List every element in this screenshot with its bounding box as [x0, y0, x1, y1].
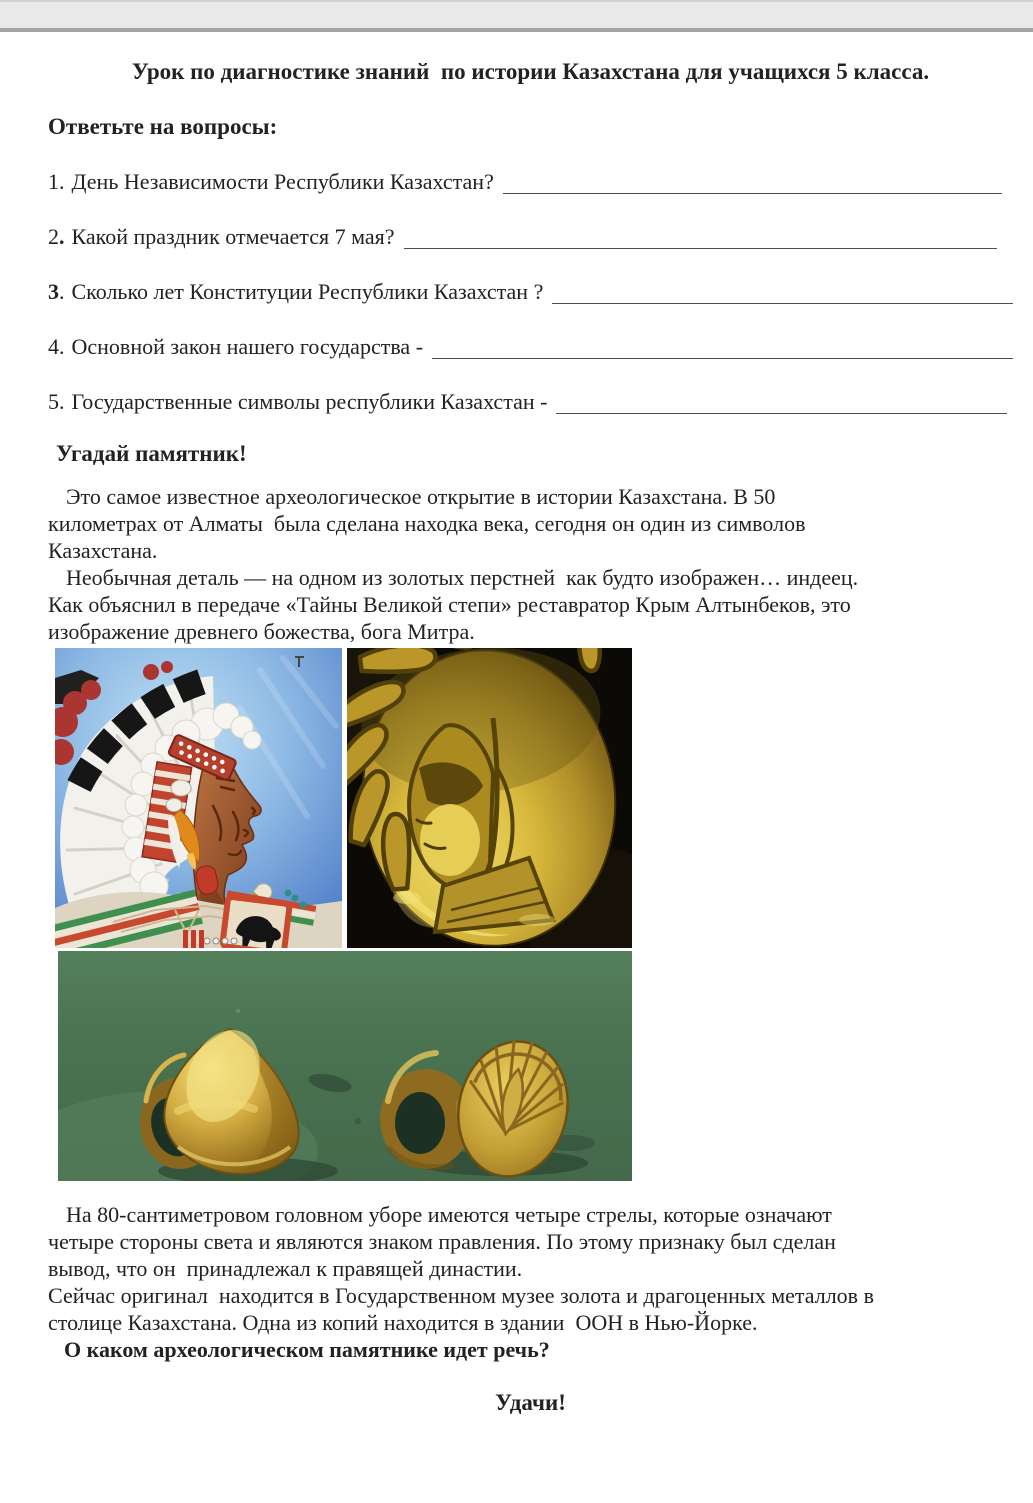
- answer-blank: [552, 280, 1013, 304]
- paragraph-line: Необычная деталь — на одном из золотых перстней как будто изображен… индеец.: [66, 565, 859, 590]
- question-text: День Независимости Республики Казахстан?: [71, 169, 494, 194]
- answer-questions-heading: Ответьте на вопросы:: [48, 114, 278, 139]
- paragraph-line: изображение древнего божества, бога Митра.: [48, 619, 475, 644]
- photo-indian-chief-painting: [55, 648, 342, 948]
- question-number: 3: [48, 279, 59, 304]
- page-title: Урок по диагностике знаний по истории Казахстана для учащихся 5 класса.: [131, 59, 930, 84]
- question-row-3: [48, 278, 1013, 305]
- figure-collage: [55, 648, 1013, 1181]
- question-number: 1: [48, 169, 59, 194]
- question-text: Сколько лет Конституции Республики Казахстан ?: [71, 279, 544, 304]
- question-text: Государственные символы республики Казахстан -: [71, 389, 548, 414]
- photo-gold-rings: [58, 951, 632, 1181]
- answer-blank: [556, 390, 1007, 414]
- guess-monument-heading: Угадай памятник!: [56, 441, 247, 466]
- paragraph-line: Казахстана.: [48, 538, 158, 563]
- paragraph-line: вывод, что он принадлежал к правящей династии.: [48, 1256, 523, 1281]
- closing-text: Удачи!: [495, 1390, 566, 1415]
- question-number: 5: [48, 389, 59, 414]
- paragraph-line: На 80-сантиметровом головном уборе имеются четыре стрелы, которые означают: [66, 1202, 832, 1227]
- paragraph-line: километрах от Алматы была сделана находка века, сегодня он один из символов: [48, 511, 806, 536]
- question-dot: .: [59, 224, 65, 249]
- paragraph-line: Сейчас оригинал находится в Государственном музее золота и драгоценных металлов в: [48, 1283, 874, 1308]
- question-dot: .: [59, 169, 65, 194]
- question-row-2: [48, 223, 1013, 250]
- final-question: О каком археологическом памятнике идет речь?: [64, 1337, 550, 1362]
- answer-blank: [432, 335, 1013, 359]
- paragraph-line: столице Казахстана. Одна из копий находится в здании ООН в Нью-Йорке.: [48, 1310, 758, 1335]
- question-dot: .: [59, 279, 65, 304]
- answer-blank: [404, 225, 998, 249]
- question-text: Какой праздник отмечается 7 мая?: [71, 224, 395, 249]
- paragraph-line: четыре стороны света и являются знаком правления. По этому признаку был сделан: [48, 1229, 836, 1254]
- question-number: 4: [48, 334, 59, 359]
- question-row-5: [48, 388, 1013, 415]
- paragraph-line: Как объяснил в передаче «Тайны Великой степи» реставратор Крым Алтынбеков, это: [48, 592, 851, 617]
- viewer-top-bar: [0, 0, 1033, 32]
- question-dot: .: [59, 389, 65, 414]
- answer-blank: [503, 170, 1002, 194]
- collage-bottom-row: [58, 951, 1013, 1181]
- photo-gold-seal-closeup: [347, 648, 632, 948]
- question-text: Основной закон нашего государства -: [71, 334, 424, 359]
- monument-intro-paragraph: [48, 483, 1013, 645]
- monument-detail-paragraph: [48, 1201, 1013, 1363]
- collage-top-row: [55, 648, 1013, 948]
- questions-section: [48, 168, 1013, 415]
- question-row-1: [48, 168, 1013, 195]
- paragraph-line: Это самое известное археологическое открытие в истории Казахстана. В 50: [66, 484, 776, 509]
- question-number: 2: [48, 224, 59, 249]
- question-row-4: [48, 333, 1013, 360]
- worksheet-page: [0, 58, 1033, 1416]
- question-dot: .: [59, 334, 65, 359]
